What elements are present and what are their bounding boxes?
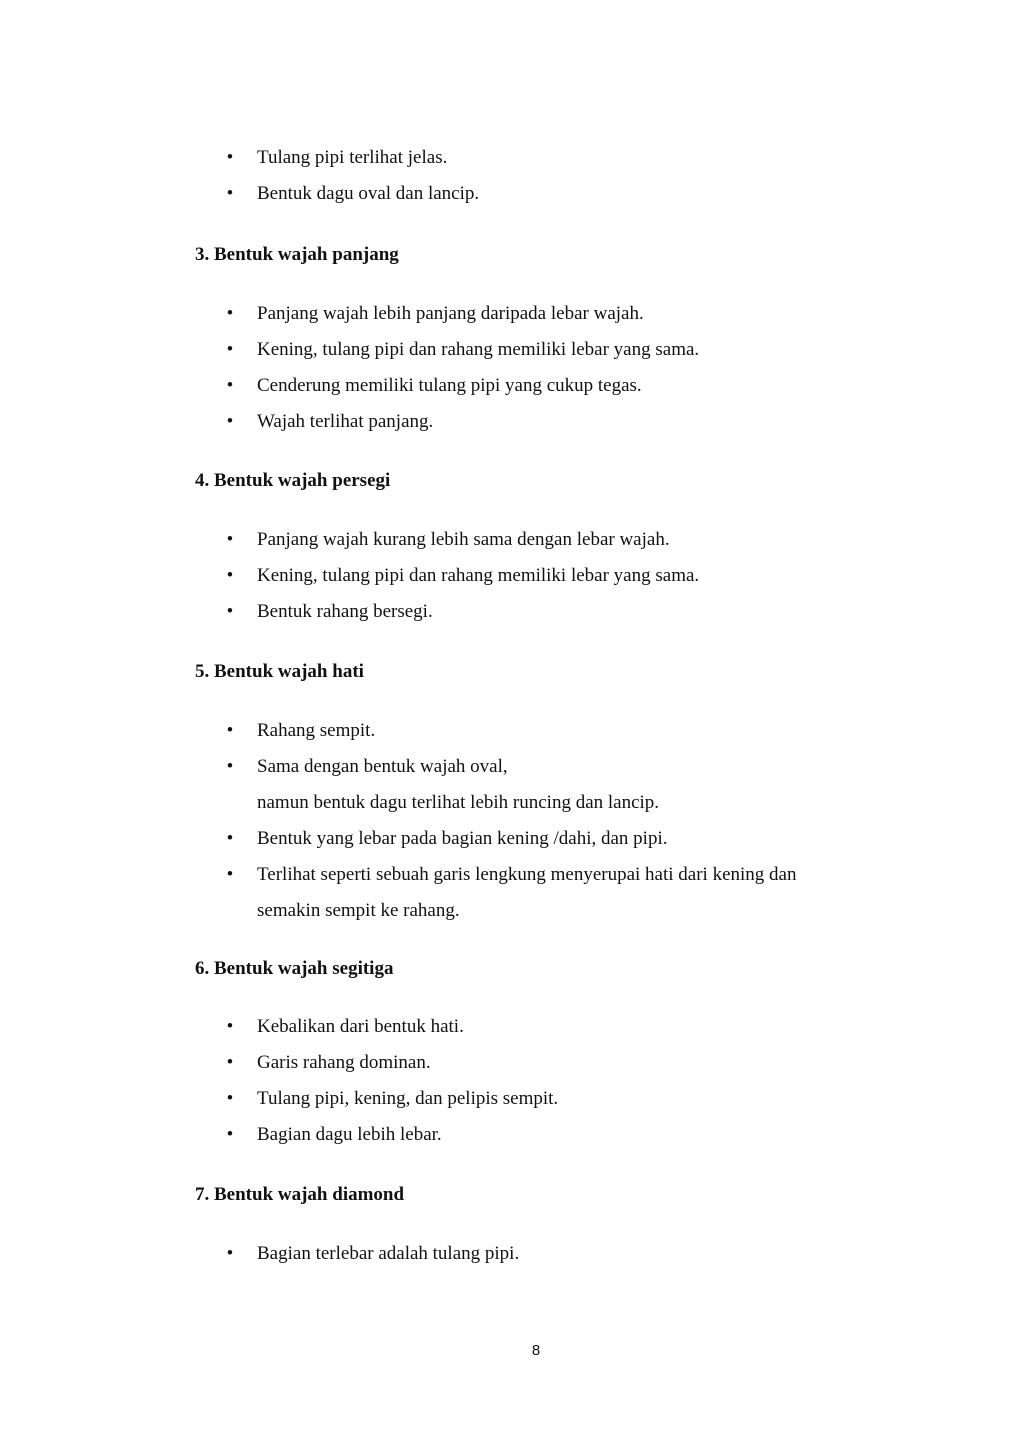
page-number: 8 (531, 1342, 541, 1359)
list-item-text: Cenderung memiliki tulang pipi yang cukup tegas. (257, 375, 642, 396)
list-item (0, 857, 796, 929)
bullet-icon: • (226, 339, 234, 360)
list-item (0, 176, 479, 212)
bullet-icon: • (226, 1124, 234, 1145)
list-item (0, 713, 796, 749)
list-item-text-continued: semakin sempit ke rahang. (257, 900, 460, 921)
list-item-text: Sama dengan bentuk wajah oval, (257, 756, 508, 777)
bullet-icon: • (226, 1016, 234, 1037)
list-item-text: Kebalikan dari bentuk hati. (257, 1016, 464, 1037)
list-item (0, 821, 796, 857)
bullet-icon: • (226, 720, 234, 741)
bullet-list-persegi (0, 522, 699, 630)
bullet-icon: • (226, 411, 234, 432)
list-item-text-continued: namun bentuk dagu terlihat lebih runcing dan lancip. (257, 792, 660, 813)
list-item-text: Tulang pipi, kening, dan pelipis sempit. (257, 1088, 559, 1109)
list-item (0, 594, 699, 630)
list-item-text: Kening, tulang pipi dan rahang memiliki lebar yang sama. (257, 339, 700, 360)
list-item (0, 558, 699, 594)
list-item-text: Bentuk dagu oval dan lancip. (257, 183, 480, 204)
list-item-text: Bagian terlebar adalah tulang pipi. (257, 1243, 520, 1264)
bullet-list-segitiga (0, 1009, 558, 1153)
section-heading-segitiga: 6. Bentuk wajah segitiga (195, 958, 394, 979)
list-item-text: Terlihat seperti sebuah garis lengkung menyerupai hati dari kening dan (257, 864, 797, 885)
list-item (0, 1117, 558, 1153)
list-item (0, 1081, 558, 1117)
section-heading-panjang: 3. Bentuk wajah panjang (195, 244, 399, 265)
bullet-icon: • (226, 1088, 234, 1109)
bullet-icon: • (226, 375, 234, 396)
list-item (0, 1045, 558, 1081)
bullet-list-panjang (0, 296, 699, 440)
list-item (0, 368, 699, 404)
bullet-icon: • (226, 303, 234, 324)
bullet-list-hati (0, 713, 796, 929)
list-item (0, 404, 699, 440)
list-item-text: Bentuk rahang bersegi. (257, 601, 433, 622)
list-item-text: Panjang wajah kurang lebih sama dengan lebar wajah. (257, 529, 670, 550)
list-item-text: Bentuk yang lebar pada bagian kening /dahi, dan pipi. (257, 828, 668, 849)
list-item-text: Garis rahang dominan. (257, 1052, 431, 1073)
bullet-icon: • (226, 601, 234, 622)
list-item-text: Panjang wajah lebih panjang daripada lebar wajah. (257, 303, 644, 324)
bullet-icon: • (226, 183, 234, 204)
section-heading-hati: 5. Bentuk wajah hati (195, 661, 364, 682)
list-item-text: Bagian dagu lebih lebar. (257, 1124, 442, 1145)
bullet-icon: • (226, 828, 234, 849)
bullet-icon: • (226, 864, 234, 885)
section-heading-diamond: 7. Bentuk wajah diamond (195, 1184, 405, 1205)
bullet-icon: • (226, 147, 234, 168)
list-item (0, 140, 479, 176)
bullet-list-top (0, 140, 479, 212)
list-item (0, 1009, 558, 1045)
bullet-icon: • (226, 1243, 234, 1264)
list-item-text: Kening, tulang pipi dan rahang memiliki lebar yang sama. (257, 565, 700, 586)
list-item (0, 332, 699, 368)
list-item-text: Tulang pipi terlihat jelas. (257, 147, 448, 168)
bullet-icon: • (226, 1052, 234, 1073)
list-item-text: Wajah terlihat panjang. (257, 411, 434, 432)
bullet-icon: • (226, 529, 234, 550)
list-item (0, 296, 699, 332)
list-item (0, 749, 796, 821)
bullet-list-diamond (0, 1236, 519, 1272)
bullet-icon: • (226, 565, 234, 586)
list-item-text: Rahang sempit. (257, 720, 376, 741)
list-item (0, 522, 699, 558)
list-item (0, 1236, 519, 1272)
section-heading-persegi: 4. Bentuk wajah persegi (195, 470, 391, 491)
bullet-icon: • (226, 756, 234, 777)
